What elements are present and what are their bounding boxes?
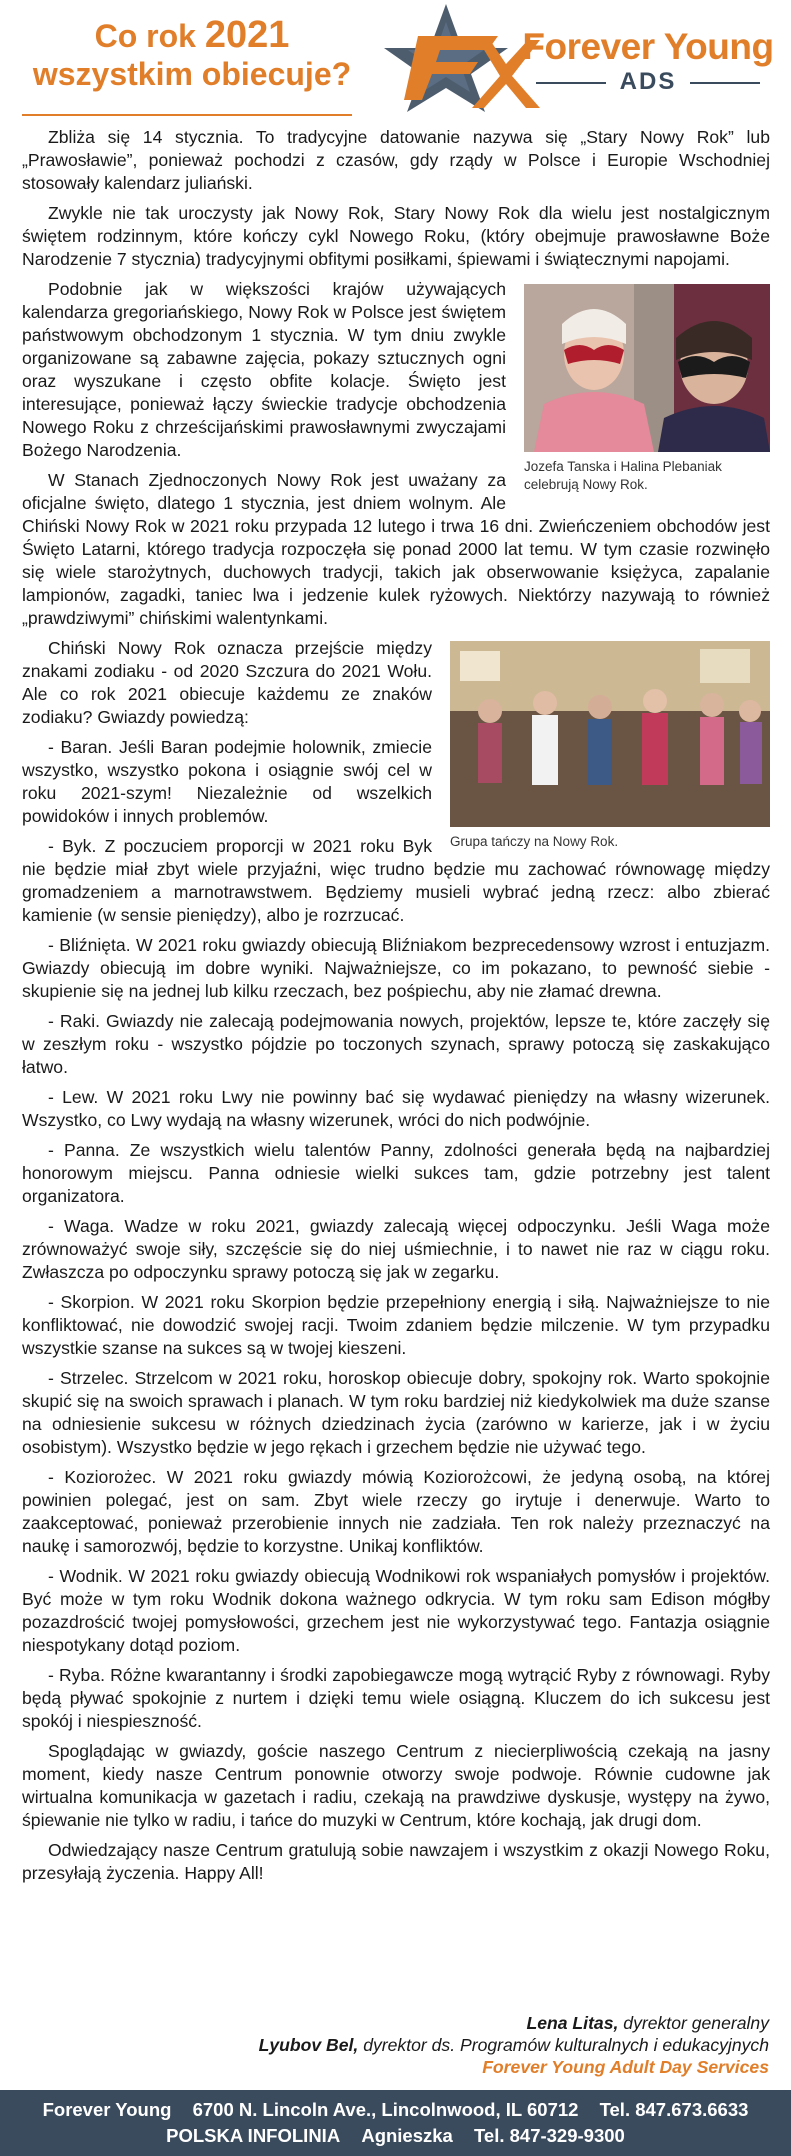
headline-prefix: Co rok [94,18,196,54]
brand-suffix: ADS [518,68,778,96]
paragraph: - Waga. Wadze w roku 2021, gwiazdy zalecają więcej odpoczynku. Jeśli Waga może zrównoważyć swoje siły, szczęście się do niej uśmiechnie, i to nawet nie raz w ciągu roku. Zwłaszcza po odpoczynku sprawy potoczą się jak w zegarku. [22,1216,770,1282]
paragraph: Zbliża się 14 stycznia. To tradycyjne datowanie nazywa się „Stary Nowy Rok” lub „Prawosławie”, ponieważ pochodzi z czasów, gdy rządy w Polsce i Europie Wschodniej stosowały kalendarz juliański. [22,127,770,193]
paragraph: Spoglądając w gwiazdy, goście naszego Centrum z niecierpliwością czekają na jasny moment, kiedy nasze Centrum ponownie otworzy swoje podwoje. Równie cudowne jak wirtualna komunikacja w gazetach i radiu, czekają na prawdziwe dyskusje, występy na żywo, śpiewanie nie tylko w radiu, i tańce do muzyki w Centrum, które kochają, jak drugi dom. [22,1741,770,1830]
footer-org-name: Forever Young [42,2099,172,2120]
paragraph: - Koziorożec. W 2021 roku gwiazdy mówią Koziorożcowi, że jedyną osobą, na której powinien polegać, jest on sam. Zbyt wiele rzeczy go irytuje i denerwuje. Warto to zaakceptować, ponieważ przerobienie innych nie zadziała. Ten rok należy przeznaczyć na naukę i samorozwój, będzie to korzystne. Unikaj konfliktów. [22,1467,770,1556]
paragraph: - Skorpion. W 2021 roku Skorpion będzie przepełniony energią i siłą. Najważniejsze to nie konfliktować, nie dowodzić swojej racji. Twoim zdaniem będzie milczenie. W tym przypadku wszystkie szanse na sukces są w twojej kieszeni. [22,1292,770,1358]
headline-line2: wszystkim obiecuje? [32,55,352,92]
signature-line-2 [259,2034,769,2056]
photo-figure-2 [450,641,770,851]
footer-hotline-phone: Tel. 847-329-9300 [473,2125,625,2146]
article-body [22,126,770,1892]
photo-figure-1 [524,284,770,494]
footer-hotline-name: POLSKA INFOLINIA [166,2125,341,2146]
footer-phone: Tel. 847.673.6633 [599,2099,749,2120]
signer-name-2: Lyubov Bel, [258,2035,359,2055]
headline [22,14,362,92]
headline-line1 [22,14,362,57]
paragraph: Zwykle nie tak uroczysty jak Nowy Rok, Stary Nowy Rok dla wielu jest nostalgicznym świętem rodzinnym, które kończy cykl Nowego Roku, (który obejmuje prawosławne Boże Narodzenie 7 stycznia) tradycyjnymi obfitymi posiłkami, śpiewami i świątecznymi napojami. [22,203,770,269]
brand-text [518,26,778,96]
paragraph: Podobnie jak w większości krajów używających kalendarza gregoriańskiego, Nowy Rok w Polsce jest świętem państwowym obchodzonym 1 stycznia. W tym dniu zwykle organizowane są zabawne zajęcia, pokazy sztucznych ogni oraz wyszukane i często obfite kolacje. Święto jest interesujące, ponieważ łączy świeckie tradycje obchodzenia Nowego Roku z chrześcijańskimi prawosławnymi zwyczajami Bożego Narodzenia. [22,279,506,460]
paragraph: - Panna. Ze wszystkich wielu talentów Panny, zdolności generała będą na najbardziej honorowym miejscu. Panna odniesie wielki sukces tam, gdzie potrzebny jest talent organizatora. [22,1140,770,1206]
signer-role-2: dyrektor ds. Programów kulturalnych i edukacyjnych [363,2035,769,2055]
paragraph: - Raki. Gwiazdy nie zalecają podejmowania nowych, projektów, lepsze te, które zaczęły się w zeszłym roku - wszystko pójdzie po toczonych szynach, sprawy potoczą się zaskakująco łatwo. [22,1011,770,1077]
footer-contact-person: Agnieszka [361,2125,453,2146]
footer-line-1 [0,2097,791,2123]
paragraph: Odwiedzający nasze Centrum gratulują sobie nawzajem i wszystkim z okazji Nowego Roku, przesyłają życzenia. Happy All! [22,1840,770,1883]
photo-celebration-masks [524,284,770,452]
headline-year: 2021 [204,14,290,56]
paragraph: - Lew. W 2021 roku Lwy nie powinny bać się wydawać pieniędzy na własny wizerunek. Wszystko, co Lwy wydają na własny wizerunek, wróci do nich podwójnie. [22,1087,770,1130]
photo-caption-2: Grupa tańczy na Nowy Rok. [450,834,619,849]
paragraph: Chiński Nowy Rok oznacza przejście między znakami zodiaku - od 2020 Szczura do 2021 Wołu. Ale co rok 2021 obiecuje każdemu ze znaków zodiaku? Gwiazdy powiedzą: [22,638,432,727]
page-header [0,0,791,118]
paragraph: - Wodnik. W 2021 roku gwiazdy obiecują Wodnikowi rok wspaniałych pomysłów i projektów. Być może w tym roku Wodnik dokona ważnego odkrycia. W tym roku sam Edison mógłby pozazdrościć twojej pomysłowości, grzechem jest nie wykorzystywać tego. Fantazja osiągnie niespotykany dotąd poziom. [22,1566,770,1655]
paragraph: - Strzelec. Strzelcom w 2021 roku, horoskop obiecuje dobry, spokojny rok. Warto spokojnie skupić się na swoich sprawach i planach. W tym roku bardziej niż kiedykolwiek ma duże szanse na odniesienie sukcesu w różnych dziedzinach życia (zarówno w karierze, jak i w życiu osobistym). Wszystko będzie w jego rękach i grzechem będzie nie używać tego. [22,1368,770,1457]
signer-name-1: Lena Litas, [526,2013,619,2033]
signature-block [259,2012,769,2078]
signer-role-1: dyrektor generalny [623,2013,769,2033]
photo-caption-1: Jozefa Tanska i Halina Plebaniak celebrują Nowy Rok. [524,459,722,492]
brand-logo [378,0,778,115]
signature-line-1 [259,2012,769,2034]
brand-name: Forever Young [522,26,774,67]
headline-rule [22,114,352,116]
paragraph: - Byk. Z poczuciem proporcji w 2021 roku Byk nie będzie miał zbyt wiele przyjaźni, więc trudno będzie mu zachować równowagę między gromadzeniem a marnotrawstwem. Będziemy musieli wybrać jedną rzecz: albo zbierać kamienie (w sensie pieniędzy), albo je rozrzucać. [22,836,770,925]
paragraph: - Bliźnięta. W 2021 roku gwiazdy obiecują Bliźniakom bezprecedensowy wzrost i entuzjazm. Gwiazdy obiecują im dobre wyniki. Najważniejsze, co im pokazano, to pewność siebie - skupienie się na jednej lub kilku rzeczach, bez pośpiechu, aby nie złamać drewna. [22,935,770,1001]
footer-address: 6700 N. Lincoln Ave., Lincolnwood, IL 60712 [192,2099,579,2120]
photo-dancing-group [450,641,770,827]
page-footer [0,2090,791,2156]
footer-line-2 [0,2123,791,2149]
signature-organization: Forever Young Adult Day Services [482,2057,769,2077]
paragraph: W Stanach Zjednoczonych Nowy Rok jest uważany za oficjalne święto, dlatego 1 stycznia, jest dniem wolnym. Ale Chiński Nowy Rok w 2021 roku przypada 12 lutego i trwa 16 dni. Zwieńczeniem obchodów jest Święto Latarni, którego tradycja rozpoczęła się ponad 2000 lat temu. W tym czasie rozwinęło się wiele starożytnych, duchowych tradycji, takich jak obserwowanie księżyca, zapalanie lampionów, zagadki, taniec lwa i jedzenie kulek ryżowych. Niektórzy nazywają to również „prawdziwymi” chińskimi walentynkami. [22,470,770,628]
paragraph: - Ryba. Różne kwarantanny i środki zapobiegawcze mogą wytrącić Ryby z równowagi. Ryby będą pływać spokojnie z nurtem i dzięki temu wiele osiągną. Kluczem do ich sukcesu jest spokój i niespieszność. [22,1665,770,1731]
paragraph: - Baran. Jeśli Baran podejmie holownik, zmiecie wszystko, wszystko pokona i osiągnie swój cel w roku 2021-szym! Niezależnie od wszelkich powidoków i innych problemów. [22,737,432,826]
